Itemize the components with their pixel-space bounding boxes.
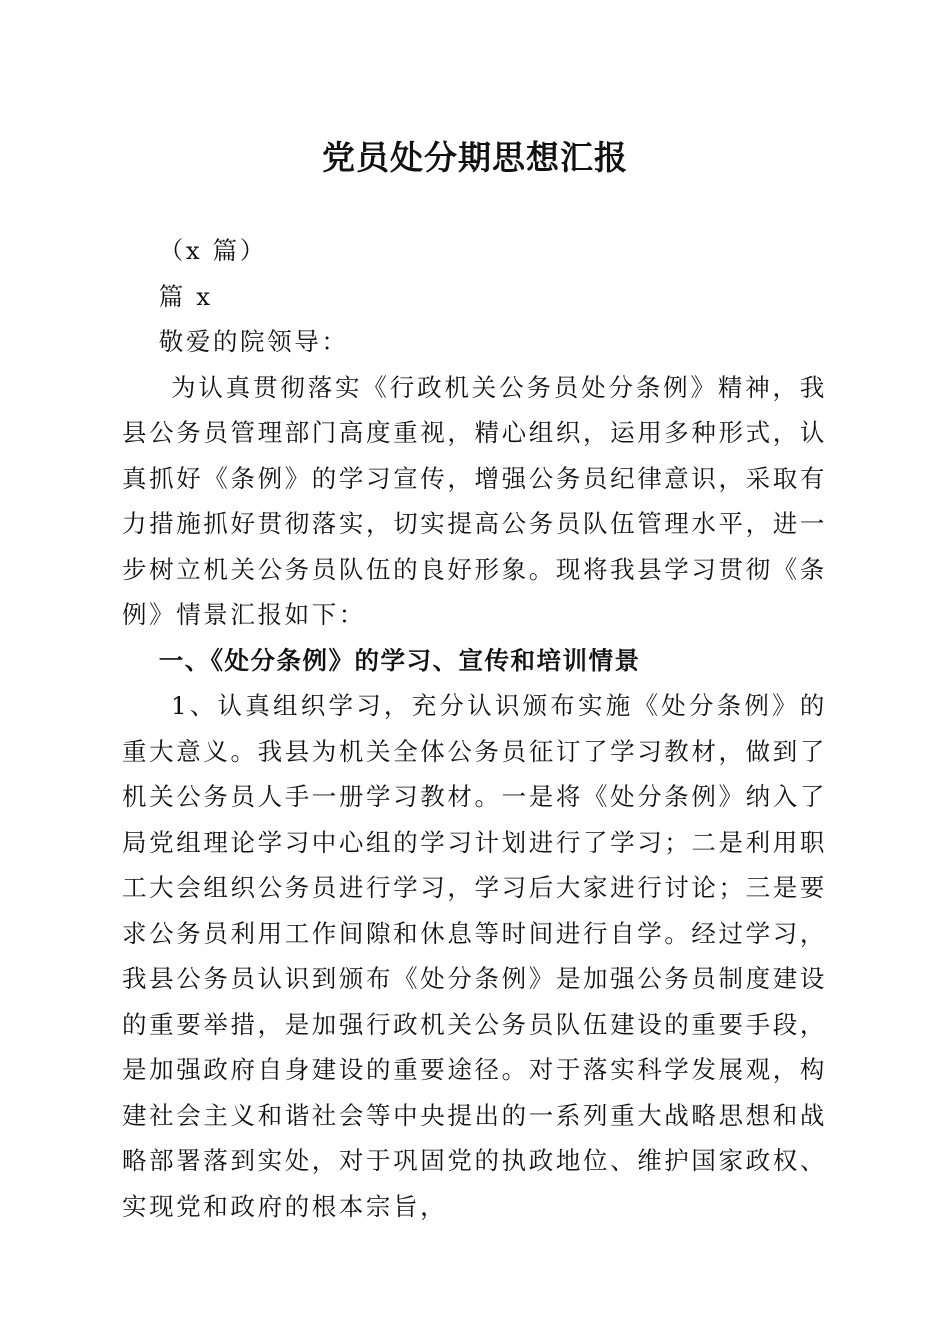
intro-paragraph: 为认真贯彻落实《行政机关公务员处分条例》精神，我县公务员管理部门高度重视，精心组织，运用多种形式，认真抓好《条例》的学习宣传，增强公务员纪律意识，采取有力措施抓好贯彻落实，切实提高公务员队伍管理水平，进一步树立机关公务员队伍的良好形象。现将我县学习贯彻《条例》情景汇报如下： bbox=[122, 372, 827, 629]
document-title: 党员处分期思想汇报 bbox=[322, 138, 628, 177]
document-body bbox=[122, 228, 827, 1229]
document-subtitle: （x 篇） bbox=[158, 236, 267, 265]
salutation: 敬爱的院领导： bbox=[158, 327, 349, 356]
body-paragraph: 1、认真组织学习，充分认识颁布实施《处分条例》的重大意义。我县为机关全体公务员征订了学习教材，做到了机关公务员人手一册学习教材。一是将《处分条例》纳入了局党组理论学习中心组的学习计划进行了学习；二是利用职工大会组织公务员进行学习，学习后大家进行讨论；三是要求公务员利用工作间隙和休息等时间进行自学。经过学习，我县公务员认识到颁布《处分条例》是加强公务员制度建设的重要举措，是加强行政机关公务员队伍建设的重要手段，是加强政府自身建设的重要途径。对于落实科学发展观，构建社会主义和谐社会等中央提出的一系列重大战略思想和战略部署落到实处，对于巩固党的执政地位、维护国家政权、实现党和政府的根本宗旨， bbox=[122, 691, 827, 1221]
section-label: 篇 x bbox=[158, 281, 213, 311]
section-heading: 一、《处分条例》的学习、宣传和培训情景 bbox=[158, 645, 641, 675]
